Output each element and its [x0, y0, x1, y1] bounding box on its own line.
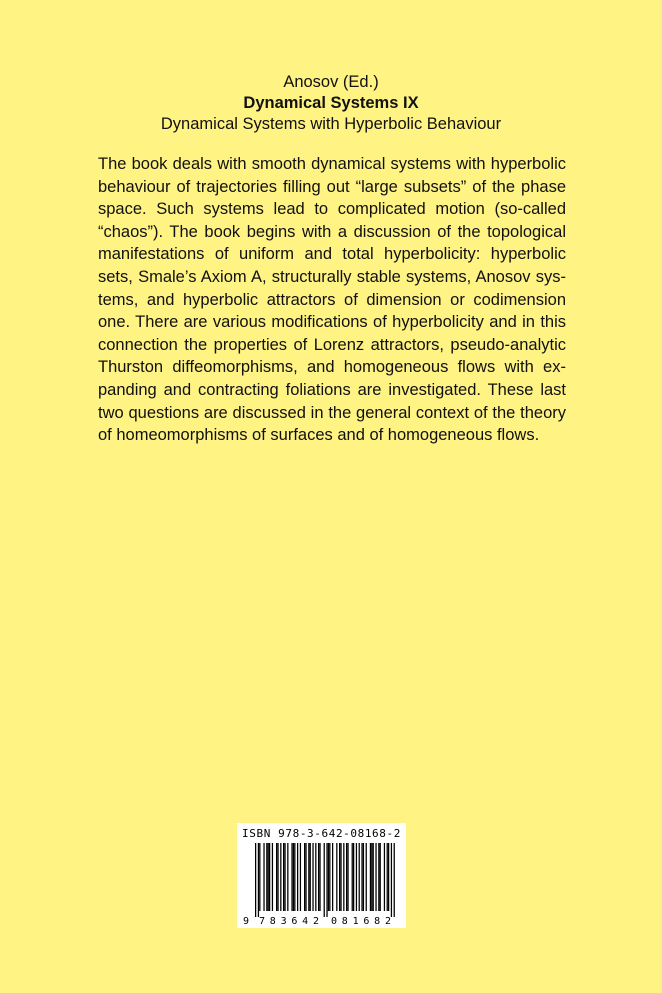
barcode-bar: [269, 843, 270, 911]
barcode-bar: [366, 843, 367, 911]
barcode-bar: [328, 843, 329, 911]
barcode-bar: [339, 843, 340, 911]
barcode-bar: [324, 843, 325, 917]
barcode-bar: [332, 843, 333, 911]
barcode-bar: [287, 843, 288, 911]
barcode-bar: [284, 843, 285, 911]
barcode-bar: [305, 843, 306, 911]
barcode-bar: [263, 843, 264, 911]
book-subtitle: Dynamical Systems with Hyperbolic Behaviour: [160, 115, 502, 133]
barcode-bar: [310, 843, 311, 911]
barcode-bar: [359, 843, 360, 911]
barcode-bar: [276, 843, 277, 911]
barcode-bar: [380, 843, 381, 911]
barcode-bar: [277, 843, 278, 911]
ean-first-digit: 9: [243, 916, 250, 927]
isbn-barcode-box: [237, 823, 406, 928]
barcode-bar: [266, 843, 267, 911]
barcode-bar: [347, 843, 348, 911]
barcode-bar: [259, 843, 260, 911]
barcode-bar: [352, 843, 353, 911]
barcode-bar: [353, 843, 354, 911]
barcode-bar: [312, 843, 313, 911]
barcode-bar: [394, 843, 395, 917]
ean-right-group: 081682: [331, 916, 391, 927]
isbn-label: ISBN 978-3-642-08168-2: [242, 827, 401, 840]
barcode-bar: [363, 843, 364, 911]
book-description: The book deals with smooth dynamical systems with hyperbolic behaviour of trajectories filling out “large subsets” of the phase space. Such systems lead to complicated motion (so-called “chaos”). The book begins with a discussion of the topological manifestations of uniform and total hyperbolicity: hyperbolic sets, Smale’s Axiom A, structurally stable systems, Anosov systems, and hyperbolic attractors of dimension or codimension one. There are various modifications of hyperbolicity and in this connection the properties of Lorenz attractors, pseudo-analytic Thurston diffeomorphisms, and homogeneous flows with expanding and contracting foliations are investigated. These last two questions are discussed in the general context of the theory of homeomorphisms of surfaces and of homogeneous flows.: [98, 155, 566, 445]
barcode-bar: [304, 843, 305, 911]
ean-left-group: 783642: [259, 916, 319, 927]
barcode-bar: [340, 843, 341, 911]
barcode-bar: [291, 843, 292, 911]
barcode-bar: [373, 843, 374, 911]
barcode-bar: [268, 843, 269, 911]
barcode-bar: [378, 843, 379, 911]
barcode-bar: [255, 843, 256, 917]
barcode-bar: [315, 843, 316, 911]
barcode-bar: [258, 843, 259, 917]
barcode-bar: [356, 843, 357, 911]
barcode-bar: [387, 843, 388, 911]
book-title: Dynamical Systems IX: [243, 94, 419, 112]
barcode-bar: [297, 843, 298, 911]
barcode-bar: [308, 843, 309, 911]
barcode-bar: [375, 843, 376, 911]
barcode-bar: [343, 843, 344, 911]
barcode-bar: [346, 843, 347, 911]
barcode-bar: [329, 843, 330, 911]
barcode-bar: [280, 843, 281, 911]
barcode-bar: [384, 843, 385, 911]
book-author: Anosov (Ed.): [283, 73, 379, 91]
barcode-bar: [293, 843, 294, 911]
barcode-bar: [294, 843, 295, 911]
barcode-bar: [326, 843, 327, 917]
barcode-bar: [300, 843, 301, 911]
barcode-bar: [388, 843, 389, 911]
barcode-bar: [361, 843, 362, 911]
barcode-bar: [272, 843, 273, 911]
barcode-bar: [319, 843, 320, 911]
barcode-bar: [318, 843, 319, 911]
barcode-bars: [255, 843, 395, 917]
barcode-bar: [391, 843, 392, 917]
barcode-icon: [237, 823, 406, 928]
barcode-bar: [283, 843, 284, 911]
book-header: [0, 72, 662, 135]
barcode-bar: [336, 843, 337, 911]
barcode-bar: [371, 843, 372, 911]
barcode-bar: [370, 843, 371, 911]
